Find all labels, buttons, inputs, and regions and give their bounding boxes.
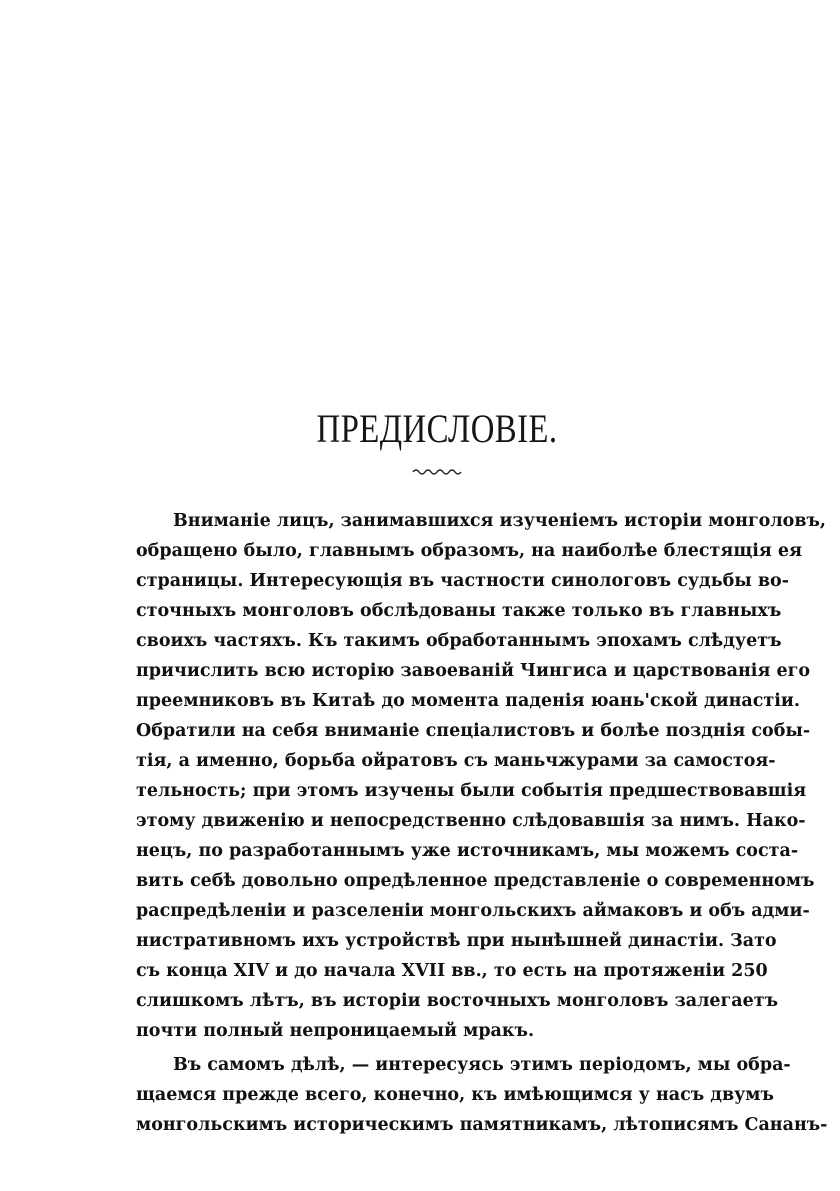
- text-line: тельность; при этомъ изучены были событія предшествовавшія: [136, 781, 807, 801]
- paragraph-1: [136, 506, 827, 1046]
- text-line: тія, а именно, борьба ойратовъ съ маньчжурами за самостоя-: [136, 751, 776, 771]
- text-line: нистративномъ ихъ устройствѣ при нынѣшней династіи. Зато: [136, 931, 777, 951]
- text-line: распредѣленіи и разселеніи монгольскихъ аймаковъ и объ адми-: [136, 901, 810, 921]
- text-line: причислить всю исторію завоеваній Чингиса и царствованія его: [136, 661, 810, 681]
- text-line: нецъ, по разработаннымъ уже источникамъ, мы можемъ соста-: [136, 841, 799, 861]
- ornament-divider-icon: [411, 466, 461, 478]
- text-line: Вниманіе лицъ, занимавшихся изученіемъ исторіи монголовъ,: [173, 511, 827, 531]
- paragraph-2: [136, 1050, 828, 1140]
- text-line: съ конца XIV и до начала XVII вв., то есть на протяженіи 250: [136, 961, 768, 981]
- text-line: своихъ частяхъ. Къ такимъ обработаннымъ эпохамъ слѣдуетъ: [136, 631, 782, 651]
- text-line: Въ самомъ дѣлѣ, — интересуясь этимъ періодомъ, мы обра-: [173, 1055, 791, 1075]
- text-line: почти полный непроницаемый мракъ.: [136, 1021, 535, 1041]
- text-line: щаемся прежде всего, конечно, къ имѣющимся у насъ двумъ: [136, 1085, 774, 1105]
- text-line: монгольскимъ историческимъ памятникамъ, лѣтописямъ Сананъ-: [136, 1115, 828, 1135]
- text-line: этому движенію и непосредственно слѣдовавшія за нимъ. Нако-: [136, 811, 806, 831]
- text-line: слишкомъ лѣтъ, въ исторіи восточныхъ монголовъ залегаетъ: [136, 991, 779, 1011]
- text-line: вить себѣ довольно опредѣленное представленіе о современномъ: [136, 871, 815, 891]
- text-line: преемниковъ въ Китаѣ до момента паденія юань'ской династіи.: [136, 691, 800, 711]
- text-line: страницы. Интересующія въ частности синологовъ судьбы во-: [136, 571, 789, 591]
- text-line: сточныхъ монголовъ обслѣдованы также только въ главныхъ: [136, 601, 782, 621]
- body-text: [136, 506, 828, 1140]
- text-line: обращено было, главнымъ образомъ, на наиболѣе блестящія ея: [136, 541, 802, 561]
- page-title: ПРЕДИСЛОВІЕ.: [316, 406, 558, 451]
- text-line: Обратили на себя вниманіе спеціалистовъ и болѣе позднія собы-: [136, 721, 811, 741]
